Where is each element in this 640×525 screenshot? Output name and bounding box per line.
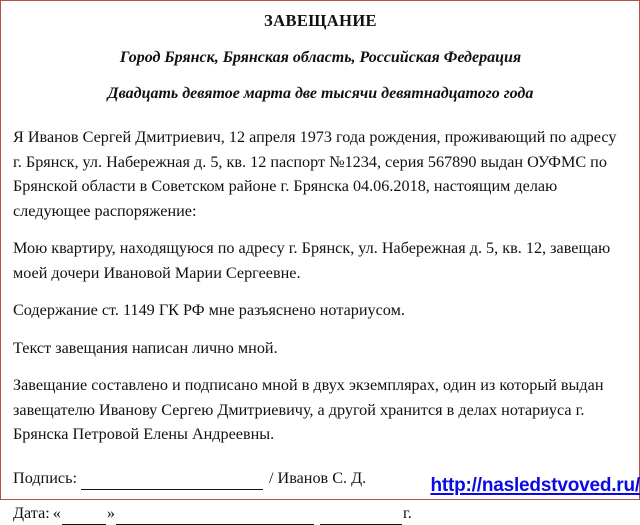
document-title: ЗАВЕЩАНИЕ — [264, 11, 377, 30]
date-year-write-line[interactable] — [320, 511, 402, 525]
signature-name: Иванов С. Д. — [277, 468, 367, 487]
paragraph-written-personally: Текст завещания написан лично мной. — [13, 338, 278, 357]
document-date-line: Двадцать девятое марта две тысячи девятнадцатого года — [107, 85, 534, 102]
watermark-url[interactable]: http://nasledstvoved.ru/ — [430, 475, 640, 496]
document-place-line: Город Брянск, Брянская область, Российская Федерация — [119, 49, 522, 66]
date-month-write-line[interactable] — [116, 511, 314, 525]
signature-separator: / — [268, 468, 274, 487]
paragraph-testator-identity: Я Иванов Сергей Дмитриевич, 12 апреля 1973 года рождения, проживающий по адресу г. Брянск, ул. Набережная д. 5, кв. 12 паспорт №1234, серия 567890 выдан ОУФМС по Брянской области в Советском районе г. Брянска 04.06.2018, настоящим делаю следующее распоряжение: — [13, 128, 617, 220]
signature-write-line[interactable] — [81, 476, 263, 490]
paragraph-two-copies: Завещание составлено и подписано мной в двух экземплярах, один из который выдан завещателю Иванову Сергею Дмитриевичу, а другой хранится в делах нотариуса г. Брянска Петровой Елены Андреевны. — [13, 376, 604, 443]
paragraph-bequest: Мою квартиру, находящуюся по адресу г. Брянск, ул. Набережная д. 5, кв. 12, завещаю моей дочери Ивановой Марии Сергеевне. — [13, 239, 611, 282]
date-day-write-line[interactable] — [62, 511, 106, 525]
document-body — [13, 125, 628, 447]
signature-label: Подпись: — [13, 468, 77, 487]
date-row — [13, 501, 628, 525]
date-label: Дата: — [13, 503, 50, 522]
date-quote-open: « — [52, 503, 61, 522]
date-year-suffix: г. — [403, 503, 412, 522]
date-quote-close: » — [106, 503, 115, 522]
paragraph-article-1149-notice: Содержание ст. 1149 ГК РФ мне разъяснено нотариусом. — [13, 301, 405, 319]
